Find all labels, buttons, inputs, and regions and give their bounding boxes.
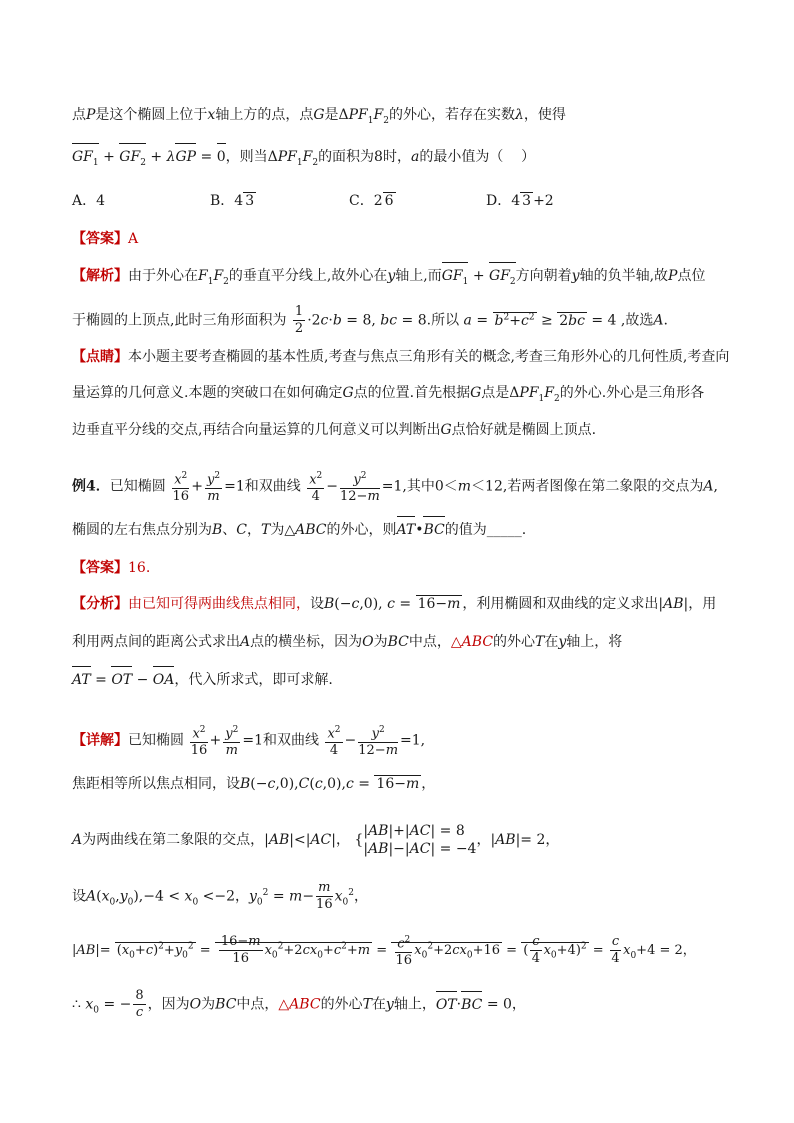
analysis-line-1: 【解析】由于外心在$F_1F_2$的垂直平分线上,故外心在y轴上,而$GF_1 + GF_2$方向朝着y轴的负半轴,故P点位 (72, 266, 705, 292)
xiangjie-line-3: A为两曲线在第二象限的交点，|AB|<|AC|， { |AB|+|AC| = 8 |AB|−|AC| = −4 ，|AB|= 2， (72, 823, 560, 857)
option-d: D．4 3 +2 (486, 193, 554, 209)
answer-1: 【答案】A (72, 231, 139, 247)
question-line-1: 点P是这个椭圆上位于x轴上方的点，点G是$\Delta PF_1F_2$的外心，若存在实数λ，使得 (72, 107, 566, 126)
question-line-2: $GF_1 + GF_2 + \lambda GP = 0$，则当$\Delta PF_1F_2$的面积为8时，a的最小值为（ ） (72, 147, 535, 173)
pointer-line-3: 边垂直平分线的交点,再结合向量运算的几何意义可以判断出G点恰好就是椭圆上顶点. (72, 422, 597, 438)
option-a: A．4 (72, 193, 106, 209)
pointer-line-2: 量运算的几何意义.本题的突破口在如何确定G点的位置.首先根据G点是$\Delta PF_1F_2$的外心.外心是三角形各 (72, 385, 705, 404)
example-4-line-2: 椭圆的左右焦点分别为B、C，T为△ABC的外心，则AT•BC的值为_____. (72, 522, 527, 538)
xiangjie-line-6: ∴ $x_0$ = − $\frac{8}{c}$ ，因为O为BC中点，△ABC的外心T在y轴上，OT·BC = 0， (72, 988, 526, 1020)
xiangjie-line-1: 【详解】已知椭圆 $\frac{x^2}{16}$ + $\frac{y^2}{m}$ =1和双曲线 $\frac{x^2}{4}$ − $\frac{y^2}{12-m}$ =1, (72, 722, 425, 759)
option-b: B．4 3 (210, 193, 255, 209)
pointer-line-1: 【点睛】本小题主要考查椭圆的基本性质,考查与焦点三角形有关的概念,考查三角形外心的几何性质,考查向 (72, 349, 730, 365)
xiangjie-line-4: 设$A(x_0,y_0),-4 < x_0 <-2$，$y_0^2 = m-$ $\frac{m}{16}$ $x_0^2$， (72, 880, 368, 912)
option-c: C．2 6 (349, 193, 394, 209)
fenxi-line-3: AT = OT − OA，代入所求式，即可求解. (72, 672, 333, 688)
fenxi-line-1: 【分析】由已知可得两曲线焦点相同，设B(−c,0), c = 16−m ，利用椭圆和双曲线的定义求出|AB|，用 (72, 596, 717, 612)
xiangjie-line-5: $|AB|= (x_0+c)^2+y_0^2$ = $\frac{16-m}{16}$ $x_0^2+2cx_0+c^2+m$ = $\frac{c^2}{16}$ $x_0^2+2cx_0+16$ = ( $\frac{c}{4}$ $x_0+4)^2$ = $\frac{c}{4}$ $x_0+4 = 2$， (72, 932, 696, 969)
example-4-line-1: 例4．已知椭圆 $\frac{x^2}{16}$ + $\frac{y^2}{m}$ =1和双曲线 $\frac{x^2}{4}$ − $\frac{y^2}{12-m}$ =1,其中0＜m＜12,若两者图像在第二象限的交点为A, (72, 468, 718, 505)
analysis-line-2: 于椭圆的上顶点,此时三角形面积为 $\frac{1}{2}$ ·2c·b = 8, bc = 8.所以 $a = b^2+c^2 \ge 2bc = 4$ ,故选A. (72, 304, 668, 336)
xiangjie-line-2: 焦距相等所以焦点相同，设B(−c,0),C(c,0),c = 16−m ， (72, 776, 436, 792)
answer-2: 【答案】16. (72, 560, 151, 576)
fenxi-line-2: 利用两点间的距离公式求出A点的横坐标，因为O为BC中点，△ABC的外心T在y轴上，将 (72, 634, 623, 650)
